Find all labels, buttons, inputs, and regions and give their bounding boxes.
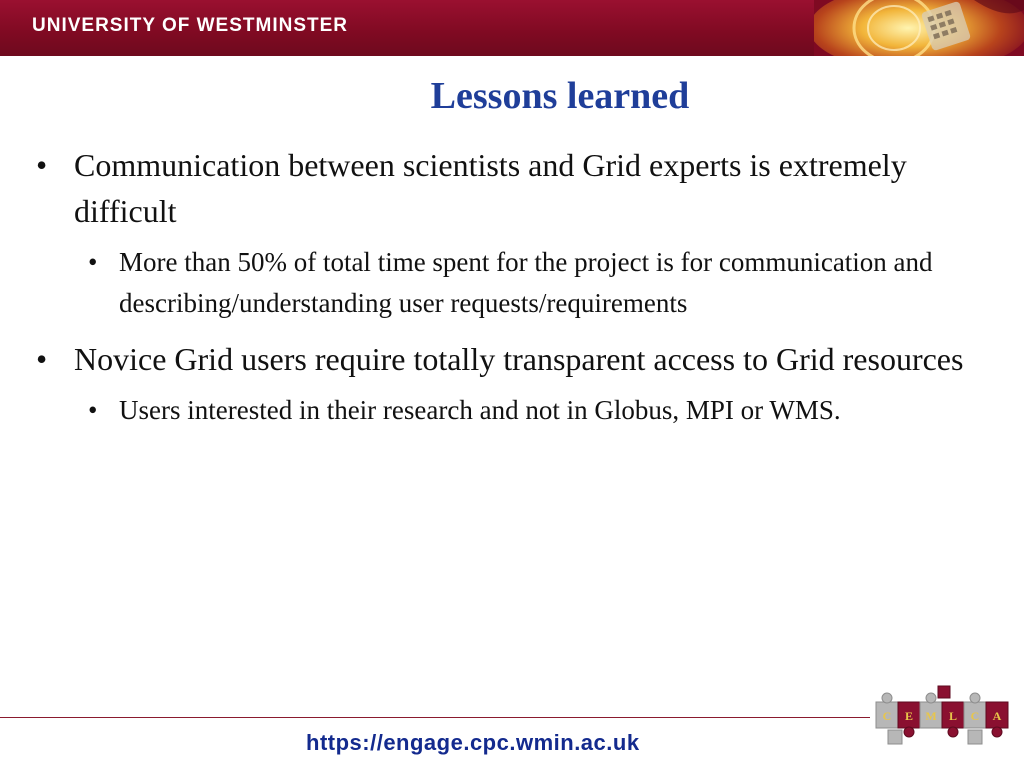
logo-letter: A — [992, 709, 1002, 723]
university-logo-text: UNIVERSITY OF WESTMINSTER — [32, 15, 349, 36]
bullet-item — [36, 142, 976, 234]
bullet-icon: • — [36, 147, 48, 183]
bullet-icon: • — [36, 341, 48, 377]
bullet-text: Novice Grid users require totally transparent access to Grid resources — [74, 341, 964, 377]
sub-bullet-item — [88, 390, 976, 431]
logo-letter: E — [904, 709, 914, 723]
bullet-item — [36, 336, 976, 382]
bullet-text: Communication between scientists and Grid experts is extremely difficult — [74, 147, 907, 229]
logo-letter: M — [925, 709, 937, 723]
cemlca-puzzle-logo — [868, 684, 1024, 754]
sub-bullet-text: More than 50% of total time spent for the project is for communication and describing/understanding user requests/requirements — [119, 247, 933, 318]
logo-letter: C — [882, 709, 892, 723]
bullet-icon: • — [88, 395, 98, 425]
slide-content — [36, 142, 976, 443]
logo-letter: L — [948, 709, 958, 723]
bullet-icon: • — [88, 247, 98, 277]
logo-letter: C — [970, 709, 980, 723]
header-decoration-image — [814, 0, 1024, 56]
sub-bullet-text: Users interested in their research and not in Globus, MPI or WMS. — [119, 395, 841, 425]
slide-title: Lessons learned — [430, 75, 690, 117]
footer-divider — [0, 717, 870, 718]
sub-bullet-item — [88, 242, 976, 324]
header-bar — [0, 0, 1024, 56]
footer-url-link[interactable]: https://engage.cpc.wmin.ac.uk — [306, 730, 640, 755]
